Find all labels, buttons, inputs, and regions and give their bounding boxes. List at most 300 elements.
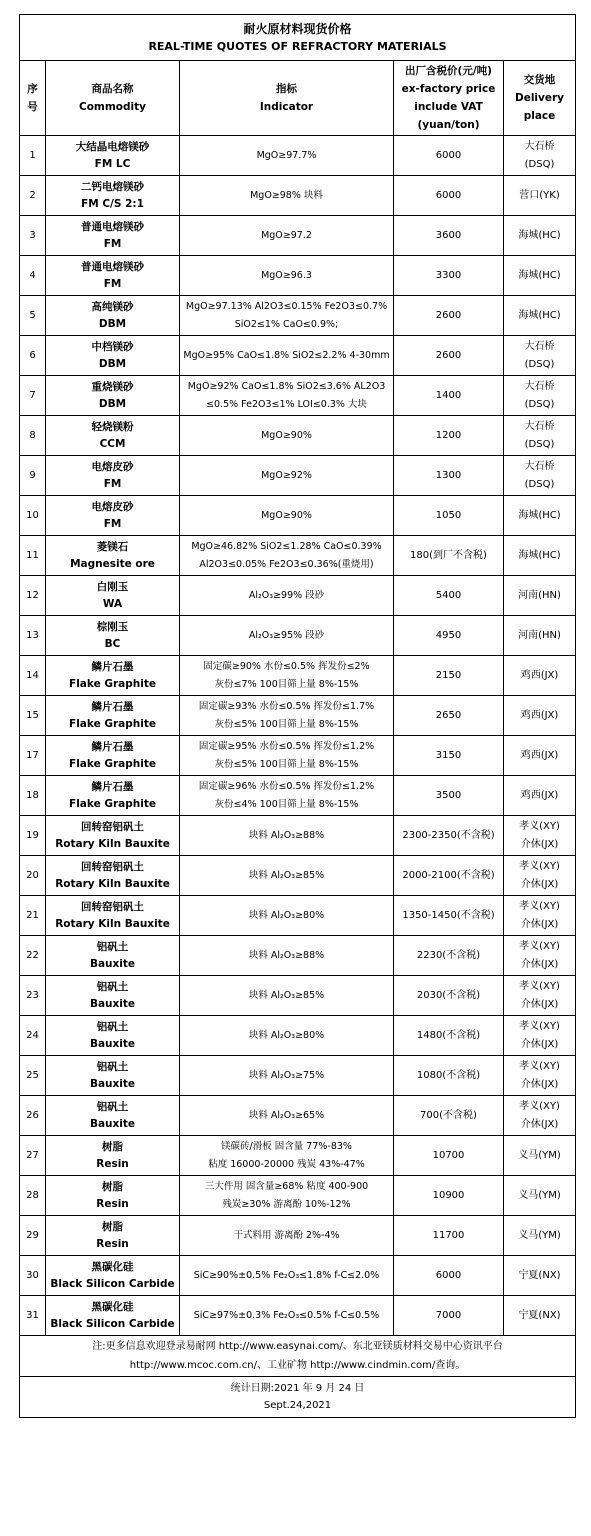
commodity-cell	[46, 496, 180, 536]
row-number-text: 29	[26, 1229, 39, 1241]
row-number	[20, 656, 46, 696]
commodity-en: Rotary Kiln Bauxite	[55, 837, 170, 850]
commodity-cn: 铝矾土	[96, 940, 129, 953]
header-commodity-cn: 商品名称	[91, 83, 134, 95]
indicator-cell	[180, 736, 394, 776]
indicator-line: 块料 Al₂O₃≥85%	[248, 989, 325, 1001]
row-number-text: 22	[26, 949, 39, 961]
delivery-place-line: 孝义(XY)	[519, 1020, 560, 1032]
price-text: 2300-2350(不含税)	[402, 829, 495, 841]
delivery-place-cell	[504, 1296, 576, 1336]
commodity-en: DBM	[98, 397, 127, 410]
delivery-place-line: 河南(HN)	[518, 629, 561, 641]
header-indicator	[180, 61, 394, 136]
delivery-place-line: (DSQ)	[524, 478, 555, 490]
commodity-en: FM C/S 2:1	[81, 197, 144, 210]
row-number	[20, 336, 46, 376]
row-number-text: 31	[26, 1309, 39, 1321]
table-row	[20, 1136, 576, 1176]
table-row	[20, 1296, 576, 1336]
row-number	[20, 736, 46, 776]
row-number-text: 8	[29, 429, 36, 441]
delivery-place-line: 介休(JX)	[520, 878, 559, 890]
delivery-place-cell	[504, 1096, 576, 1136]
row-number-text: 7	[29, 389, 36, 401]
commodity-en: BC	[104, 637, 121, 650]
table-row	[20, 416, 576, 456]
commodity-cn: 回转窑铝矾土	[81, 860, 144, 873]
delivery-place-line: 义马(YM)	[518, 1149, 561, 1161]
row-number-text: 6	[29, 349, 36, 361]
row-number-text: 3	[29, 229, 36, 241]
commodity-en: DBM	[98, 317, 127, 330]
price-text: 6000	[435, 149, 462, 161]
row-number-text: 28	[26, 1189, 39, 1201]
delivery-place-line: 鸡西(JX)	[520, 749, 559, 761]
table-title	[20, 15, 576, 61]
price-text: 1050	[435, 509, 462, 521]
price-text: 3500	[435, 789, 462, 801]
row-number-text: 23	[26, 989, 39, 1001]
indicator-line: SiC≥97%±0.3% Fe₂O₃≤0.5% f-C≤0.5%	[193, 1309, 380, 1321]
row-number-text: 12	[26, 589, 39, 601]
price-table-body	[20, 15, 576, 1418]
indicator-cell	[180, 1216, 394, 1256]
row-number	[20, 1056, 46, 1096]
delivery-place-line: 介休(JX)	[520, 958, 559, 970]
indicator-cell	[180, 656, 394, 696]
price-text: 6000	[435, 189, 462, 201]
delivery-place-line: 宁夏(NX)	[518, 1309, 561, 1321]
header-price-line: (yuan/ton)	[417, 119, 480, 131]
indicator-cell	[180, 1096, 394, 1136]
commodity-cn: 大结晶电熔镁砂	[75, 140, 150, 153]
delivery-place-cell	[504, 136, 576, 176]
indicator-line: MgO≥97.13% Al2O3≤0.15% Fe2O3≤0.7%	[185, 300, 388, 312]
row-number	[20, 816, 46, 856]
price-text: 4950	[435, 629, 462, 641]
commodity-cn: 回转窑铝矾土	[81, 900, 144, 913]
price-text: 2230(不含税)	[416, 949, 481, 961]
commodity-cell	[46, 976, 180, 1016]
indicator-line: MgO≥92%	[261, 469, 312, 481]
row-number	[20, 616, 46, 656]
price-text: 7000	[435, 1309, 462, 1321]
price-cell	[394, 576, 504, 616]
indicator-cell	[180, 1016, 394, 1056]
commodity-cell	[46, 136, 180, 176]
row-number-text: 10	[26, 509, 39, 521]
indicator-cell	[180, 296, 394, 336]
table-row	[20, 1176, 576, 1216]
indicator-line: MgO≥95% CaO≤1.8% SiO2≤2.2% 4-30mm	[183, 349, 390, 361]
delivery-place-cell	[504, 696, 576, 736]
indicator-cell	[180, 1176, 394, 1216]
row-number	[20, 976, 46, 1016]
footnote-line: http://www.mcoc.com.cn/、工业矿物 http://www.cindmin.com/查询。	[129, 1360, 466, 1371]
header-price-line: ex-factory price	[401, 83, 496, 95]
row-number-text: 2	[29, 189, 36, 201]
price-cell	[394, 856, 504, 896]
commodity-cell	[46, 256, 180, 296]
commodity-en: Resin	[96, 1197, 129, 1210]
price-cell	[394, 176, 504, 216]
delivery-place-line: 孝义(XY)	[519, 940, 560, 952]
price-cell	[394, 416, 504, 456]
commodity-en: FM	[103, 237, 122, 250]
delivery-place-line: 义马(YM)	[518, 1189, 561, 1201]
price-cell	[394, 536, 504, 576]
indicator-cell	[180, 336, 394, 376]
commodity-cell	[46, 1136, 180, 1176]
indicator-cell	[180, 456, 394, 496]
indicator-line: 块料 Al₂O₃≥65%	[248, 1109, 325, 1121]
commodity-cn: 树脂	[102, 1140, 123, 1153]
indicator-line: 粘度 16000-20000 残炭 43%-47%	[208, 1158, 365, 1170]
delivery-place-cell	[504, 536, 576, 576]
commodity-cn: 普通电熔镁砂	[81, 220, 144, 233]
indicator-cell	[180, 176, 394, 216]
delivery-place-cell	[504, 656, 576, 696]
delivery-place-line: 孝义(XY)	[519, 1100, 560, 1112]
row-number-text: 18	[26, 789, 39, 801]
row-number-text: 24	[26, 1029, 39, 1041]
price-text: 1400	[435, 389, 462, 401]
price-text: 2600	[435, 349, 462, 361]
footnote	[20, 1336, 576, 1377]
indicator-cell	[180, 1056, 394, 1096]
row-number-text: 1	[29, 149, 36, 161]
indicator-line: 固定碳≥96% 水份≤0.5% 挥发份≤1.2%	[198, 780, 375, 792]
table-row	[20, 1016, 576, 1056]
indicator-line: 固定碳≥90% 水份≤0.5% 挥发份≤2%	[203, 660, 370, 672]
header-indicator-en: Indicator	[259, 101, 314, 113]
price-cell	[394, 656, 504, 696]
commodity-cell	[46, 776, 180, 816]
indicator-line: 灰份≤4% 100目筛上量 8%-15%	[214, 798, 359, 810]
delivery-place-cell	[504, 416, 576, 456]
row-number	[20, 1096, 46, 1136]
price-cell	[394, 136, 504, 176]
table-row	[20, 376, 576, 416]
delivery-place-line: 鸡西(JX)	[520, 669, 559, 681]
price-text: 10700	[432, 1149, 465, 1161]
indicator-line: 块料 Al₂O₃≥85%	[248, 869, 325, 881]
price-text: 2150	[435, 669, 462, 681]
commodity-cell	[46, 1296, 180, 1336]
indicator-line: 块料 Al₂O₃≥80%	[248, 909, 325, 921]
header-seq-line: 序	[27, 83, 38, 95]
delivery-place-cell	[504, 216, 576, 256]
indicator-line: Al₂O₃≥95% 段砂	[248, 629, 325, 641]
row-number	[20, 576, 46, 616]
commodity-en: Rotary Kiln Bauxite	[55, 917, 170, 930]
price-text: 1080(不含税)	[416, 1069, 481, 1081]
price-text: 700(不含税)	[420, 1109, 477, 1121]
commodity-cell	[46, 1096, 180, 1136]
price-cell	[394, 216, 504, 256]
price-table	[19, 14, 576, 1418]
price-cell	[394, 1176, 504, 1216]
delivery-place-line: 孝义(XY)	[519, 900, 560, 912]
row-number-text: 21	[26, 909, 39, 921]
price-cell	[394, 456, 504, 496]
price-text: 6000	[435, 1269, 462, 1281]
table-row	[20, 696, 576, 736]
header-seq-line: 号	[27, 101, 38, 113]
commodity-en: FM	[103, 277, 122, 290]
indicator-cell	[180, 536, 394, 576]
table-row	[20, 576, 576, 616]
commodity-cell	[46, 936, 180, 976]
indicator-line: MgO≥90%	[261, 429, 312, 441]
indicator-cell	[180, 816, 394, 856]
delivery-place-line: 大石桥	[524, 380, 555, 392]
price-cell	[394, 296, 504, 336]
commodity-en: FM	[103, 477, 122, 490]
delivery-place-line: 孝义(XY)	[519, 860, 560, 872]
indicator-line: MgO≥98% 块料	[250, 189, 323, 201]
indicator-line: 固定碳≥93% 水份≤0.5% 挥发份≤1.7%	[198, 700, 375, 712]
commodity-cn: 铝矾土	[96, 980, 129, 993]
table-row	[20, 536, 576, 576]
price-cell	[394, 936, 504, 976]
header-place	[504, 61, 576, 136]
commodity-en: Bauxite	[89, 997, 136, 1010]
delivery-place-cell	[504, 816, 576, 856]
delivery-place-cell	[504, 496, 576, 536]
delivery-place-cell	[504, 936, 576, 976]
price-cell	[394, 816, 504, 856]
footnote-line: 注:更多信息欢迎登录易耐网 http://www.easynai.com/、东北亚镁质材料交易中心资讯平台	[92, 1341, 503, 1352]
commodity-en: Resin	[96, 1237, 129, 1250]
commodity-cell	[46, 376, 180, 416]
header-place-line: 交货地	[523, 74, 556, 86]
indicator-line: 块料 Al₂O₃≥88%	[248, 829, 325, 841]
commodity-en: DBM	[98, 357, 127, 370]
row-number	[20, 176, 46, 216]
commodity-cn: 白刚玉	[96, 580, 129, 593]
price-text: 3600	[435, 229, 462, 241]
indicator-line: 三大件用 固含量≥68% 粘度 400-900	[204, 1180, 369, 1192]
table-row	[20, 816, 576, 856]
price-cell	[394, 1096, 504, 1136]
table-row	[20, 496, 576, 536]
commodity-cell	[46, 1256, 180, 1296]
commodity-cn: 黑碳化硅	[91, 1260, 134, 1273]
indicator-line: ≤0.5% Fe2O3≤1% LOI≤0.3% 大块	[206, 398, 367, 410]
row-number-text: 4	[29, 269, 36, 281]
price-cell	[394, 1216, 504, 1256]
commodity-en: Magnesite ore	[70, 557, 155, 570]
delivery-place-cell	[504, 376, 576, 416]
commodity-en: FM LC	[94, 157, 131, 170]
price-text: 2650	[435, 709, 462, 721]
row-number	[20, 216, 46, 256]
row-number	[20, 1136, 46, 1176]
header-price-line: include VAT	[414, 101, 483, 113]
indicator-cell	[180, 496, 394, 536]
indicator-line: 镁碳砖/滑板 固含量 77%-83%	[221, 1140, 352, 1152]
row-number	[20, 376, 46, 416]
row-number	[20, 1256, 46, 1296]
row-number-text: 15	[26, 709, 39, 721]
row-number-text: 27	[26, 1149, 39, 1161]
indicator-cell	[180, 976, 394, 1016]
title-en: REAL-TIME QUOTES OF REFRACTORY MATERIALS	[148, 39, 447, 53]
commodity-en: Flake Graphite	[69, 757, 156, 770]
indicator-line: Al2O3≤0.05% Fe2O3≤0.36%(重烧用)	[199, 558, 374, 570]
indicator-line: 残炭≥30% 游离酚 10%-12%	[222, 1198, 351, 1210]
price-cell	[394, 976, 504, 1016]
indicator-cell	[180, 576, 394, 616]
commodity-cn: 树脂	[102, 1180, 123, 1193]
row-number	[20, 1176, 46, 1216]
commodity-en: Black Silicon Carbide	[50, 1317, 175, 1330]
commodity-cn: 高纯镁砂	[91, 300, 134, 313]
commodity-cell	[46, 1176, 180, 1216]
price-text: 2000-2100(不含税)	[402, 869, 495, 881]
commodity-cell	[46, 456, 180, 496]
row-number	[20, 136, 46, 176]
row-number	[20, 296, 46, 336]
table-row	[20, 456, 576, 496]
commodity-cell	[46, 736, 180, 776]
commodity-cn: 重烧镁砂	[91, 380, 134, 393]
header-price	[394, 61, 504, 136]
indicator-line: MgO≥46.82% SiO2≤1.28% CaO≤0.39%	[191, 540, 382, 552]
row-number	[20, 776, 46, 816]
price-text: 11700	[432, 1229, 465, 1241]
delivery-place-line: (DSQ)	[524, 438, 555, 450]
commodity-cn: 电熔皮砂	[91, 460, 134, 473]
price-cell	[394, 256, 504, 296]
indicator-cell	[180, 616, 394, 656]
delivery-place-line: 介休(JX)	[520, 1078, 559, 1090]
table-row	[20, 296, 576, 336]
price-text: 2030(不含税)	[416, 989, 481, 1001]
table-row	[20, 896, 576, 936]
indicator-line: 灰份≤5% 100目筛上量 8%-15%	[214, 758, 359, 770]
row-number	[20, 936, 46, 976]
delivery-place-line: 介休(JX)	[520, 838, 559, 850]
commodity-cell	[46, 1216, 180, 1256]
delivery-place-line: (DSQ)	[524, 358, 555, 370]
row-number-text: 11	[26, 549, 39, 561]
commodity-cn: 中档镁砂	[91, 340, 134, 353]
row-number	[20, 1016, 46, 1056]
delivery-place-line: 义马(YM)	[518, 1229, 561, 1241]
price-text: 180(到厂不含税)	[410, 549, 487, 561]
commodity-en: Resin	[96, 1157, 129, 1170]
commodity-cn: 电熔皮砂	[91, 500, 134, 513]
delivery-place-line: 海城(HC)	[518, 229, 561, 241]
commodity-cn: 鳞片石墨	[91, 660, 134, 673]
row-number-text: 19	[26, 829, 39, 841]
table-row	[20, 1056, 576, 1096]
commodity-cn: 铝矾土	[96, 1020, 129, 1033]
commodity-cn: 鳞片石墨	[91, 780, 134, 793]
header-row	[20, 61, 576, 136]
indicator-cell	[180, 696, 394, 736]
commodity-cell	[46, 896, 180, 936]
commodity-cn: 铝矾土	[96, 1100, 129, 1113]
indicator-cell	[180, 136, 394, 176]
price-cell	[394, 696, 504, 736]
row-number-text: 17	[26, 749, 39, 761]
indicator-line: 干式料用 游离酚 2%-4%	[233, 1229, 340, 1241]
delivery-place-line: 介休(JX)	[520, 1118, 559, 1130]
price-text: 1300	[435, 469, 462, 481]
delivery-place-line: 海城(HC)	[518, 549, 561, 561]
table-row	[20, 736, 576, 776]
indicator-line: 块料 Al₂O₃≥80%	[248, 1029, 325, 1041]
indicator-cell	[180, 896, 394, 936]
indicator-cell	[180, 1136, 394, 1176]
commodity-cell	[46, 1056, 180, 1096]
indicator-line: MgO≥96.3	[261, 269, 312, 281]
delivery-place-cell	[504, 576, 576, 616]
indicator-line: SiO2≤1% CaO≤0.9%;	[234, 318, 339, 330]
header-commodity-en: Commodity	[79, 101, 146, 113]
commodity-en: FM	[103, 517, 122, 530]
stat-date-cn: 统计日期:2021 年 9 月 24 日	[230, 1383, 365, 1394]
row-number	[20, 536, 46, 576]
indicator-line: 块料 Al₂O₃≥75%	[248, 1069, 325, 1081]
row-number	[20, 256, 46, 296]
commodity-en: Flake Graphite	[69, 677, 156, 690]
price-text: 2600	[435, 309, 462, 321]
indicator-line: 灰份≤5% 100目筛上量 8%-15%	[214, 718, 359, 730]
price-cell	[394, 736, 504, 776]
table-row	[20, 656, 576, 696]
commodity-en: Bauxite	[89, 957, 136, 970]
row-number-text: 13	[26, 629, 39, 641]
indicator-line: MgO≥90%	[261, 509, 312, 521]
table-row	[20, 216, 576, 256]
commodity-cn: 二钙电熔镁砂	[81, 180, 144, 193]
table-row	[20, 856, 576, 896]
table-row	[20, 976, 576, 1016]
price-text: 1480(不含税)	[416, 1029, 481, 1041]
price-cell	[394, 1016, 504, 1056]
delivery-place-line: 大石桥	[524, 420, 555, 432]
row-number-text: 30	[26, 1269, 39, 1281]
delivery-place-line: 海城(HC)	[518, 269, 561, 281]
table-row	[20, 776, 576, 816]
commodity-cn: 普通电熔镁砂	[81, 260, 144, 273]
row-number-text: 20	[26, 869, 39, 881]
delivery-place-cell	[504, 256, 576, 296]
price-text: 1200	[435, 429, 462, 441]
delivery-place-cell	[504, 296, 576, 336]
table-row	[20, 1096, 576, 1136]
price-cell	[394, 1056, 504, 1096]
delivery-place-line: 介休(JX)	[520, 1038, 559, 1050]
commodity-cell	[46, 616, 180, 656]
row-number	[20, 456, 46, 496]
commodity-cn: 鳞片石墨	[91, 740, 134, 753]
price-text: 3150	[435, 749, 462, 761]
table-row	[20, 936, 576, 976]
indicator-line: Al₂O₃≥99% 段砂	[248, 589, 325, 601]
commodity-cn: 回转窑铝矾土	[81, 820, 144, 833]
price-text: 10900	[432, 1189, 465, 1201]
indicator-line: SiC≥90%±0.5% Fe₂O₃≤1.8% f-C≤2.0%	[193, 1269, 380, 1281]
commodity-en: Rotary Kiln Bauxite	[55, 877, 170, 890]
commodity-cn: 鳞片石墨	[91, 700, 134, 713]
indicator-cell	[180, 216, 394, 256]
